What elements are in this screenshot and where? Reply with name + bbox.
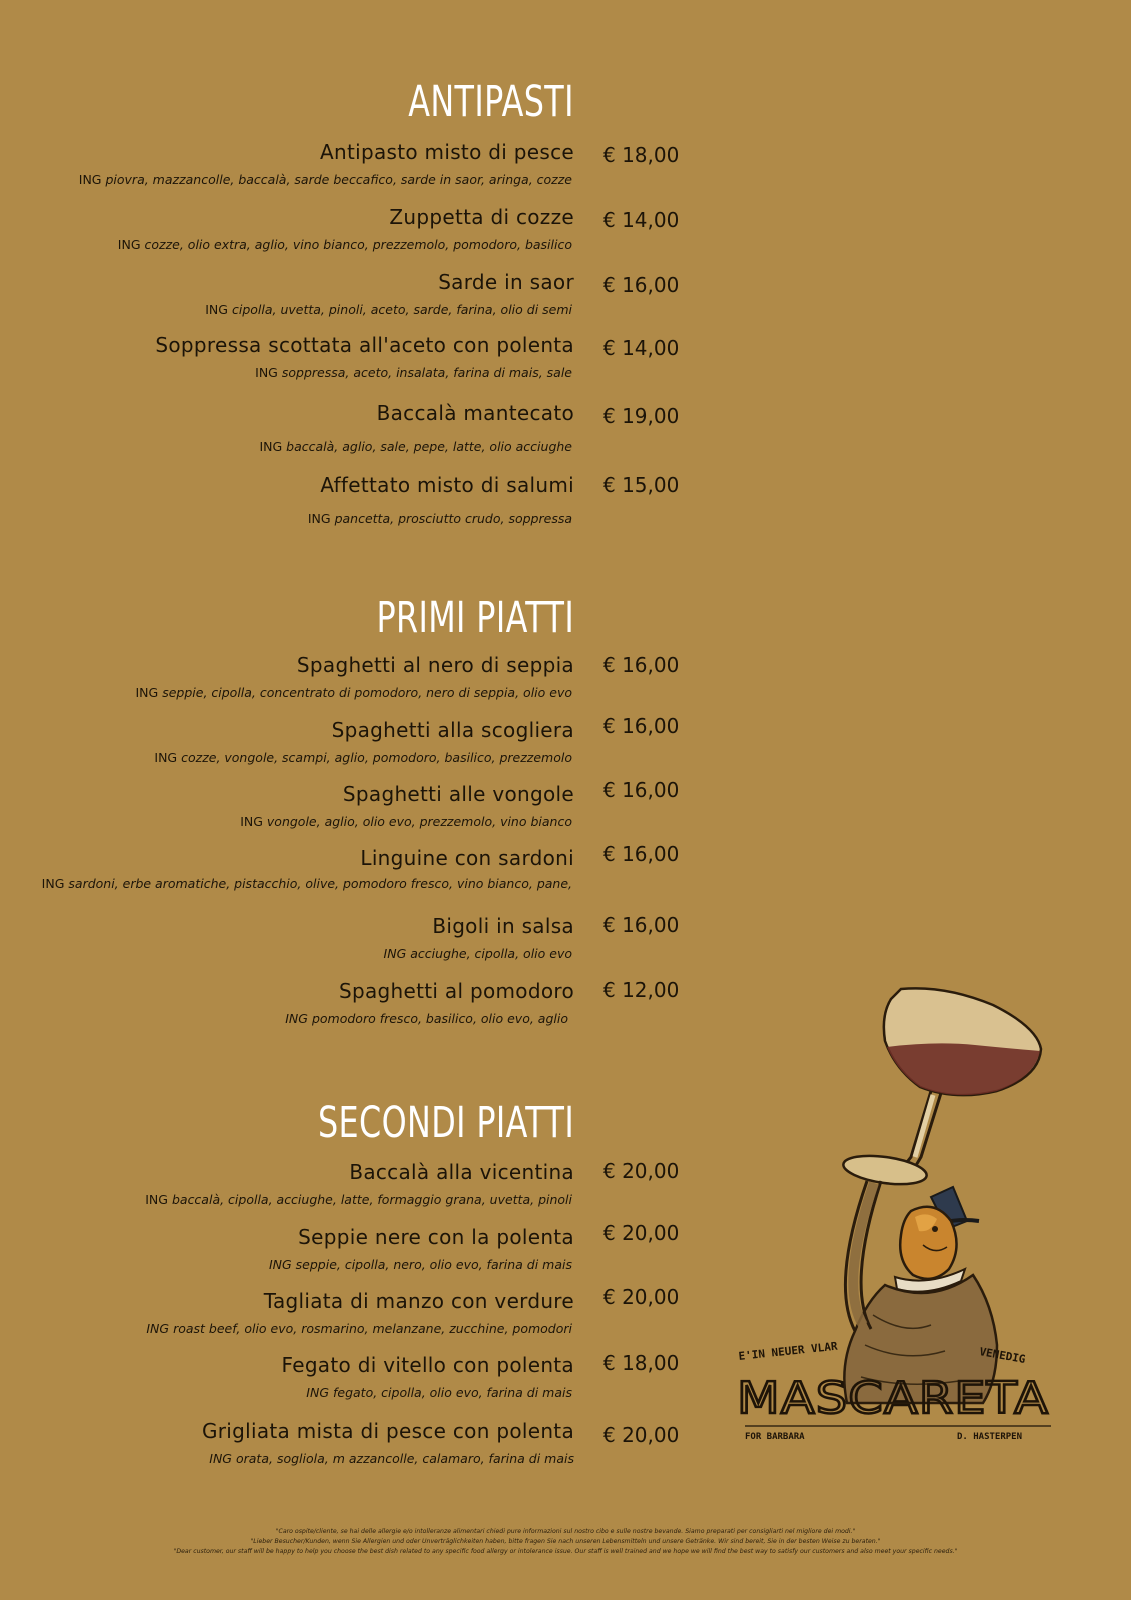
- ing-list: acciughe, cipolla, olio evo: [410, 946, 572, 961]
- ing-list: pomodoro fresco, basilico, olio evo, aglio: [311, 1011, 568, 1026]
- ing-list: cozze, olio extra, aglio, vino bianco, prezzemolo, pomodoro, basilico: [144, 237, 572, 252]
- menu-item: [0, 269, 1131, 329]
- dish-ingredients: [240, 814, 572, 830]
- dish-name: Tagliata di manzo con verdure: [263, 1289, 574, 1313]
- ing-prefix: ING: [268, 1257, 292, 1272]
- ing-prefix: ING: [306, 1385, 330, 1400]
- dish-price: € 16,00: [603, 913, 680, 937]
- dish-name: Soppressa scottata all'aceto con polenta: [155, 333, 574, 357]
- dish-name: Antipasto misto di pesce: [320, 140, 574, 164]
- dish-price: € 15,00: [603, 473, 680, 497]
- dish-ingredients: [285, 1011, 568, 1027]
- dish-price: € 20,00: [603, 1159, 680, 1183]
- allergy-notice: [60, 1527, 1071, 1557]
- dish-name: Spaghetti alla scogliera: [331, 718, 574, 742]
- menu-item: [0, 652, 1131, 712]
- dish-name: Seppie nere con la polenta: [298, 1225, 574, 1249]
- ing-prefix: ING: [135, 685, 159, 700]
- menu-item: [0, 714, 1131, 777]
- dish-name: Linguine con sardoni: [360, 846, 574, 870]
- dish-ingredients: [154, 750, 572, 766]
- dish-name: Fegato di vitello con polenta: [281, 1353, 574, 1377]
- ing-prefix: ING: [146, 1321, 170, 1336]
- logo-name: MASCARETA: [737, 1373, 1049, 1424]
- dish-ingredients: [209, 1451, 574, 1467]
- menu-item: [0, 913, 1131, 973]
- dish-name: Spaghetti al pomodoro: [339, 979, 574, 1003]
- dish-name: Zuppetta di cozze: [389, 205, 574, 229]
- dish-ingredients: [136, 685, 573, 701]
- dish-name: Spaghetti alle vongole: [342, 782, 574, 806]
- ing-list: piovra, mazzancolle, baccalà, sarde beccafico, sarde in saor, aringa, cozze: [105, 172, 572, 187]
- ing-list: baccalà, cipolla, acciughe, latte, formaggio grana, uvetta, pinoli: [171, 1192, 572, 1207]
- logo-bottom-right: D. HASTERPEN: [957, 1432, 1023, 1442]
- menu-item: [0, 472, 1131, 532]
- ing-list: cipolla, uvetta, pinoli, aceto, sarde, farina, olio di semi: [231, 302, 572, 317]
- dish-name: Bigoli in salsa: [432, 914, 574, 938]
- ing-list: roast beef, olio evo, rosmarino, melanzane, zucchine, pomodori: [173, 1321, 572, 1336]
- ing-list: seppie, cipolla, nero, olio evo, farina di mais: [295, 1257, 572, 1272]
- ing-prefix: ING: [255, 365, 278, 380]
- dish-price: € 20,00: [603, 1285, 680, 1309]
- dish-name: Sarde in saor: [438, 270, 574, 294]
- ing-prefix: ING: [154, 750, 178, 765]
- dish-ingredients: [205, 302, 572, 318]
- menu-item: [0, 400, 1131, 460]
- ing-list: pancetta, prosciutto crudo, soppressa: [334, 511, 572, 526]
- section-title-secondi-piatti: SECONDI PIATTI: [317, 1098, 574, 1148]
- dish-price: € 12,00: [603, 978, 680, 1002]
- ing-prefix: ING: [383, 946, 407, 961]
- ing-list: cozze, vongole, scampi, aglio, pomodoro, basilico, prezzemolo: [181, 750, 572, 765]
- dish-name: Affettato misto di salumi: [320, 473, 574, 497]
- dish-price: € 19,00: [603, 404, 680, 428]
- ing-list: seppie, cipolla, concentrato di pomodoro, nero di seppia, olio evo: [162, 685, 572, 700]
- ing-list: fegato, cipolla, olio evo, farina di mais: [333, 1385, 572, 1400]
- logo-tagline-left: E'IN NEUER VLAR: [737, 1339, 839, 1363]
- ing-list: orata, sogliola, m azzancolle, calamaro, farina di mais: [235, 1451, 574, 1466]
- ing-list: sardoni, erbe aromatiche, pistacchio, olive, pomodoro fresco, vino bianco, pane,: [68, 876, 572, 891]
- dish-ingredients: [384, 946, 572, 962]
- dish-ingredients: [259, 439, 572, 455]
- ing-prefix: ING: [285, 1011, 308, 1026]
- allergy-notice-german: "Lieber Besucher/Kunden, wenn Sie Allergien und oder Unverträglichkeiten haben, bitte fragen Sie nach unseren Lebensmitteln und unsere Getränke. Wir sind bereit, Sie in der besten Weise zu beraten.": [250, 1538, 881, 1545]
- ing-prefix: ING: [145, 1192, 168, 1207]
- dish-name: Baccalà mantecato: [376, 401, 574, 425]
- logo-bottom-left: FOR BARBARA: [745, 1432, 805, 1442]
- menu-item: [0, 139, 1131, 199]
- dish-name: Baccalà alla vicentina: [349, 1160, 574, 1184]
- ing-list: baccalà, aglio, sale, pepe, latte, olio acciughe: [286, 439, 572, 454]
- ing-prefix: ING: [209, 1451, 232, 1466]
- menu-item: [0, 204, 1131, 264]
- menu-item: [0, 332, 1131, 392]
- dish-price: € 16,00: [603, 842, 680, 866]
- section-title-antipasti: ANTIPASTI: [408, 77, 574, 127]
- dish-price: € 14,00: [603, 336, 680, 360]
- allergy-notice-italian: "Caro ospite/cliente, se hai delle allergie e/o intolleranze alimentari chiedi pure informazioni sul nostro cibo e sulle nostre bevande. Siamo preparati per consigliarti nel migliore dei modi.": [275, 1528, 856, 1535]
- dish-ingredients: [79, 172, 572, 188]
- dish-price: € 16,00: [603, 714, 680, 738]
- mascareta-logo-illustration: [735, 985, 1080, 1465]
- dish-ingredients: [145, 1192, 572, 1208]
- ing-list: soppressa, aceto, insalata, farina di mais, sale: [281, 365, 572, 380]
- logo-tagline-right: VENEDIG: [978, 1345, 1027, 1367]
- ing-prefix: ING: [78, 172, 102, 187]
- dish-price: € 16,00: [603, 653, 680, 677]
- section-title-primi-piatti: PRIMI PIATTI: [376, 593, 574, 643]
- dish-price: € 14,00: [603, 208, 680, 232]
- dish-name: Grigliata mista di pesce con polenta: [201, 1419, 574, 1443]
- ing-list: vongole, aglio, olio evo, prezzemolo, vino bianco: [266, 814, 572, 829]
- menu-item: [0, 778, 1131, 841]
- dish-price: € 16,00: [603, 778, 680, 802]
- menu-item: [0, 842, 1131, 905]
- dish-price: € 16,00: [603, 273, 680, 297]
- dish-ingredients: [308, 511, 572, 527]
- dish-ingredients: [146, 1321, 572, 1337]
- dish-ingredients: [255, 365, 572, 381]
- allergy-notice-english: "Dear customer, our staff will be happy to help you choose the best dish related to any specific food allergy or intolerance issue. Our staff is well trained and we hope we will find the best way to satisfy our customers and also meet your specific needs.": [173, 1548, 958, 1555]
- ing-prefix: ING: [117, 237, 141, 252]
- ing-prefix: ING: [240, 814, 263, 829]
- ing-prefix: ING: [41, 876, 65, 891]
- dish-ingredients: [42, 876, 572, 892]
- dish-ingredients: [306, 1385, 572, 1401]
- dish-name: Spaghetti al nero di seppia: [296, 653, 574, 677]
- dish-ingredients: [118, 237, 572, 253]
- ing-prefix: ING: [205, 302, 228, 317]
- dish-price: € 18,00: [603, 143, 680, 167]
- ing-prefix: ING: [259, 439, 283, 454]
- dish-ingredients: [269, 1257, 572, 1273]
- dish-price: € 20,00: [603, 1221, 680, 1245]
- dish-price: € 18,00: [603, 1351, 680, 1375]
- ing-prefix: ING: [307, 511, 331, 526]
- dish-price: € 20,00: [603, 1423, 680, 1447]
